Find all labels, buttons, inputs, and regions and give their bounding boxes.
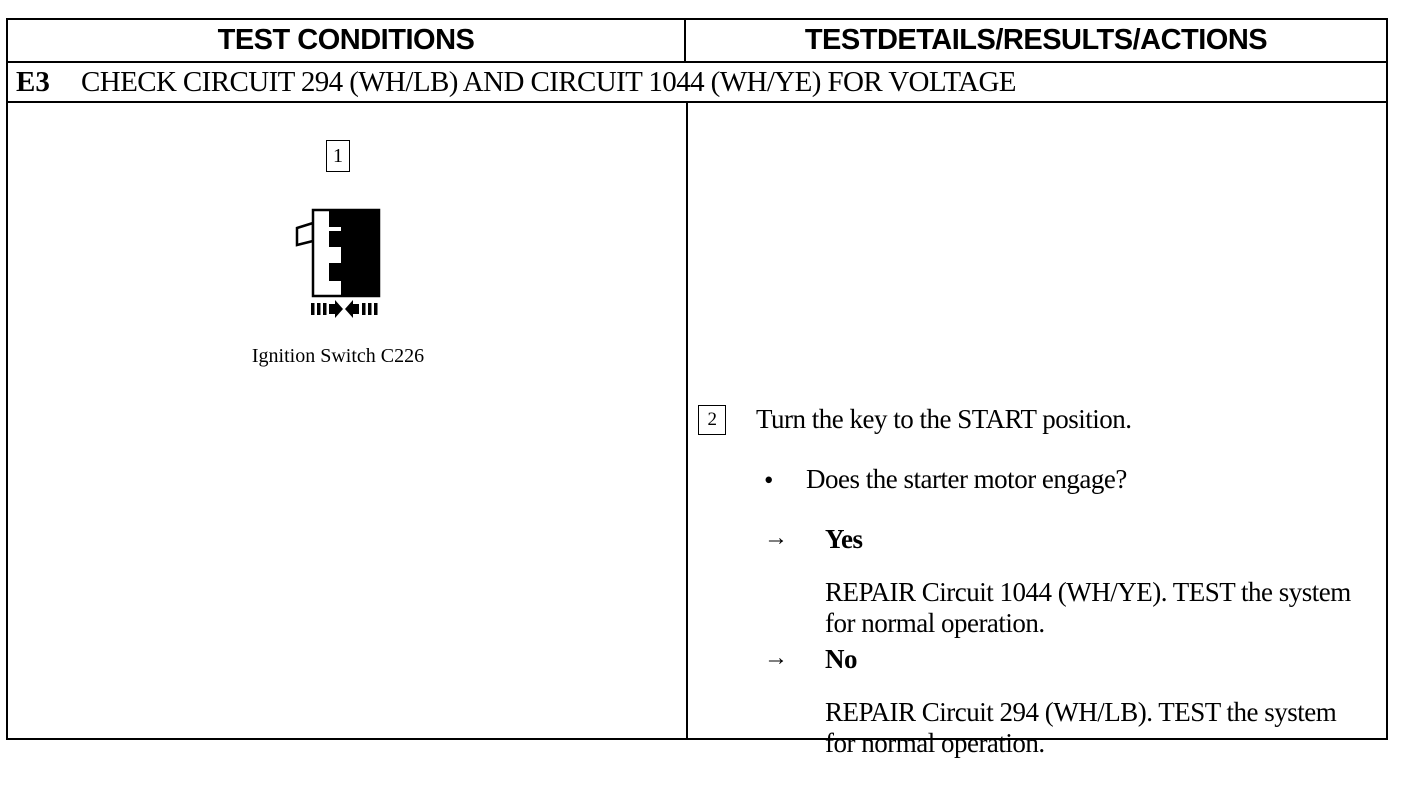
question-text: Does the starter motor engage? bbox=[806, 464, 1127, 494]
step-instruction: Turn the key to the START position. bbox=[756, 404, 1132, 434]
test-details-cell bbox=[688, 103, 1386, 758]
step-number-2: 2 bbox=[698, 405, 726, 435]
connector-caption: Ignition Switch C226 bbox=[251, 345, 425, 367]
header-test-conditions: TEST CONDITIONS bbox=[8, 20, 686, 61]
header-test-details: TESTDETAILS/RESULTS/ACTIONS bbox=[804, 24, 1268, 56]
ignition-switch-connector-icon bbox=[283, 183, 383, 318]
test-conditions-cell bbox=[8, 103, 686, 738]
answer-no-label: No bbox=[825, 644, 857, 674]
step-title-row bbox=[8, 61, 1386, 103]
test-step-table bbox=[6, 18, 1388, 758]
arrow-right-icon: → bbox=[764, 525, 788, 551]
arrow-right-icon: → bbox=[764, 645, 788, 671]
callout-1: 1 bbox=[326, 140, 350, 172]
answer-yes-action: REPAIR Circuit 1044 (WH/YE). TEST the system for normal operation. bbox=[825, 577, 1351, 638]
answer-no-action: REPAIR Circuit 294 (WH/LB). TEST the system for normal operation. bbox=[825, 697, 1337, 758]
bullet: • bbox=[764, 465, 773, 495]
step-title: CHECK CIRCUIT 294 (WH/LB) AND CIRCUIT 1044 (WH/YE) FOR VOLTAGE bbox=[81, 65, 1016, 98]
answer-yes-label: Yes bbox=[825, 524, 863, 554]
step-id: E3 bbox=[16, 65, 50, 98]
